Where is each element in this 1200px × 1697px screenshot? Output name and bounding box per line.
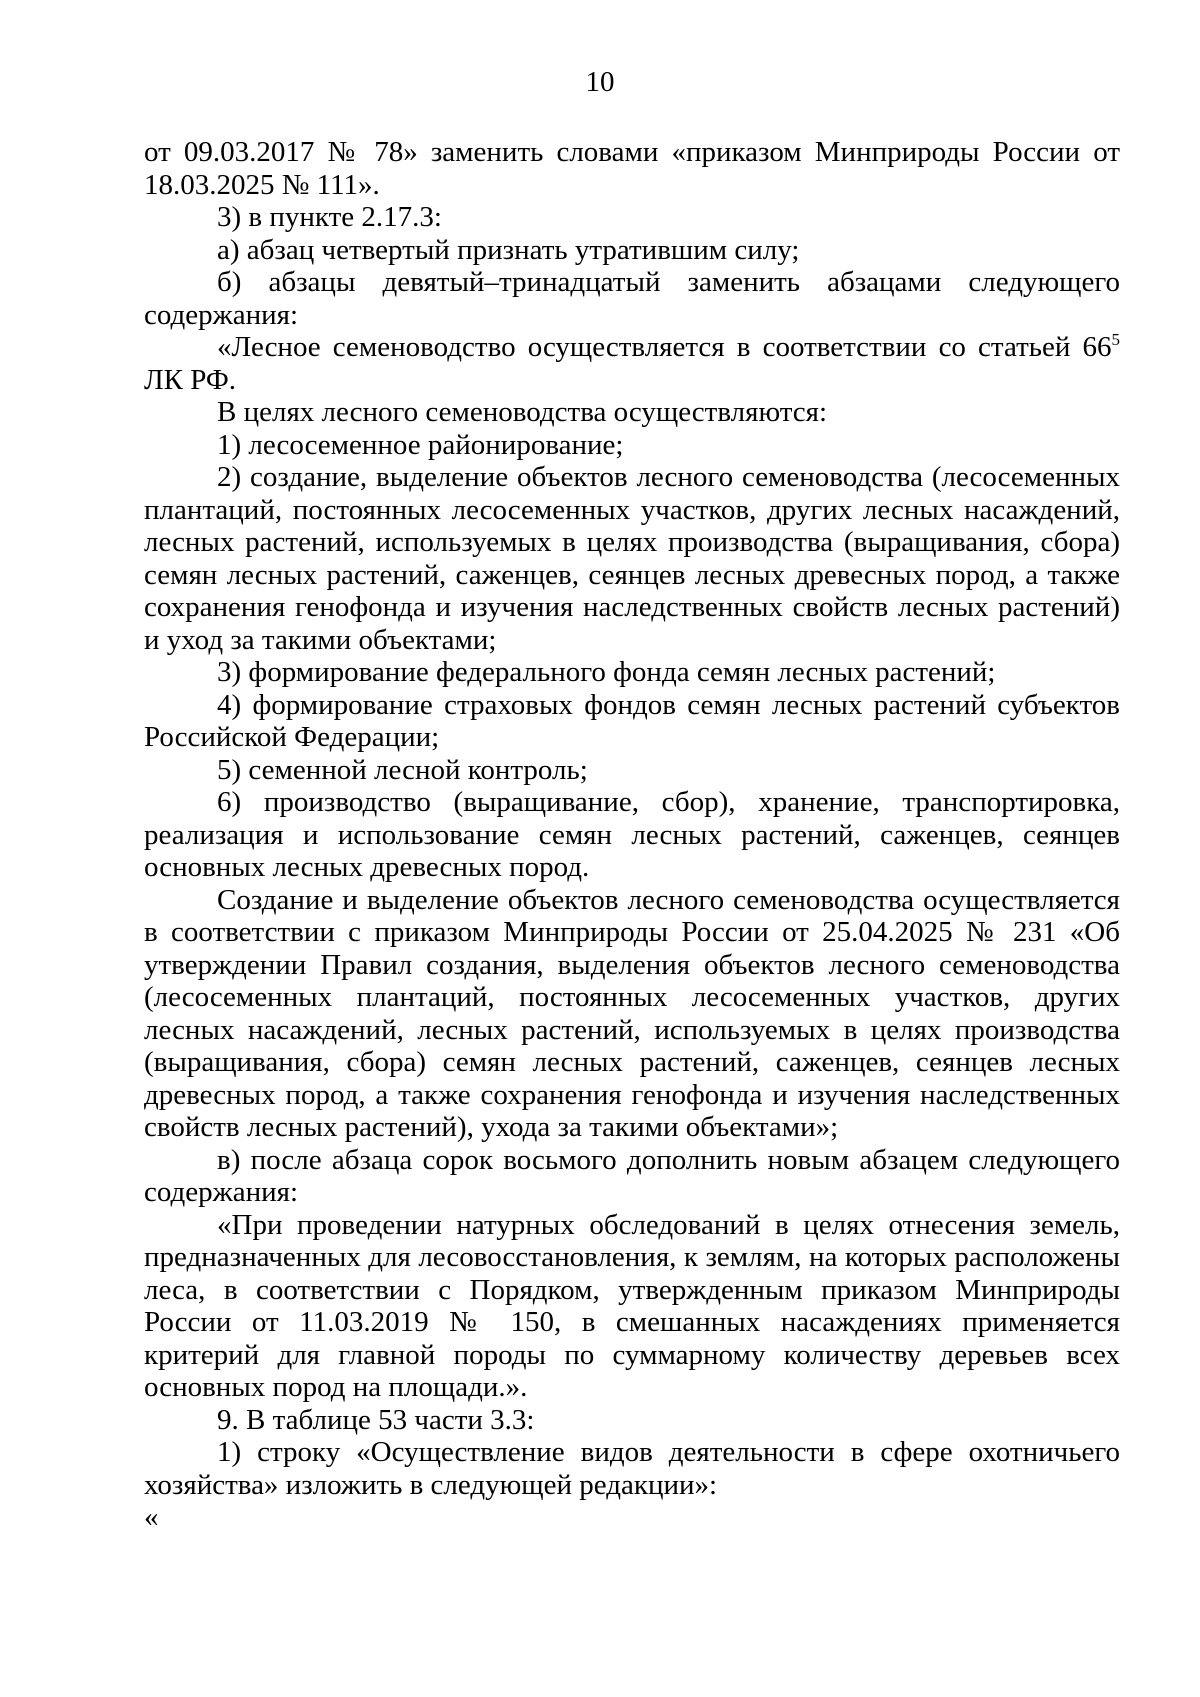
paragraph: от 09.03.2017 № 78» заменить словами «приказом Минприроды России от 18.03.2025 № 111».: [144, 136, 1120, 201]
paragraph-with-superscript: [144, 331, 1120, 396]
paragraph-text: «Лесное семеноводство осуществляется в соответствии со статьей 66: [217, 331, 1112, 363]
paragraph: 5) семенной лесной контроль;: [217, 753, 588, 786]
paragraph: «: [144, 1501, 159, 1533]
paragraph: 3) в пункте 2.17.3:: [217, 201, 442, 233]
paragraph: 6) производство (выращивание, сбор), хранение, транспортировка, реализация и использование семян лесных растений, саженцев, сеянцев основных лесных древесных пород.: [144, 786, 1120, 883]
paragraph: в) после абзаца сорок восьмого дополнить новым абзацем следующего содержания:: [144, 1143, 1120, 1208]
paragraph: 4) формирование страховых фондов семян лесных растений субъектов Российской Федерации;: [144, 688, 1120, 753]
paragraph: 9. В таблице 53 части 3.3:: [217, 1403, 535, 1436]
paragraph: а) абзац четвертый признать утратившим силу;: [217, 233, 800, 266]
document-body: [144, 136, 1120, 1534]
paragraph: В целях лесного семеноводства осуществляются:: [217, 396, 828, 428]
paragraph: «При проведении натурных обследований в целях отнесения земель, предназначенных для лесовосстановления, к землям, на которых расположены леса, в соответствии с Порядком, утвержденным приказом Минприроды России от 11.03.2019 № 150, в смешанных насаждениях применяется критерий для главной породы по суммарному количеству деревьев всех основных пород на площади.».: [144, 1208, 1120, 1403]
paragraph-text-after: ЛК РФ.: [144, 363, 237, 396]
paragraph: б) абзацы девятый–тринадцатый заменить абзацами следующего содержания:: [144, 266, 1120, 331]
paragraph: 1) строку «Осуществление видов деятельности в сфере охотничьего хозяйства» изложить в следующей редакции»:: [144, 1436, 1120, 1501]
paragraph: Создание и выделение объектов лесного семеноводства осуществляется в соответствии с приказом Минприроды России от 25.04.2025 № 231 «Об утверждении Правил создания, выделения объектов лесного семеноводства (лесосеменных плантаций, постоянных лесосеменных участков, других лесных насаждений, лесных растений, используемых в целях производства (выращивания, сбора) семян лесных растений, саженцев, сеянцев лесных древесных пород, а также сохранения генофонда и изучения наследственных свойств лесных растений), ухода за такими объектами»;: [144, 883, 1120, 1143]
paragraph: 2) создание, выделение объектов лесного семеноводства (лесосеменных плантаций, постоянных лесосеменных участков, других лесных насаждений, лесных растений, используемых в целях производства (выращивания, сбора) семян лесных растений, саженцев, сеянцев лесных древесных пород, а также сохранения генофонда и изучения наследственных свойств лесных растений) и уход за такими объектами;: [144, 461, 1120, 656]
paragraph: 1) лесосеменное районирование;: [217, 428, 624, 461]
article-superscript: 5: [1111, 330, 1120, 349]
page-number: 10: [585, 66, 615, 98]
paragraph: 3) формирование федерального фонда семян лесных растений;: [217, 656, 996, 688]
